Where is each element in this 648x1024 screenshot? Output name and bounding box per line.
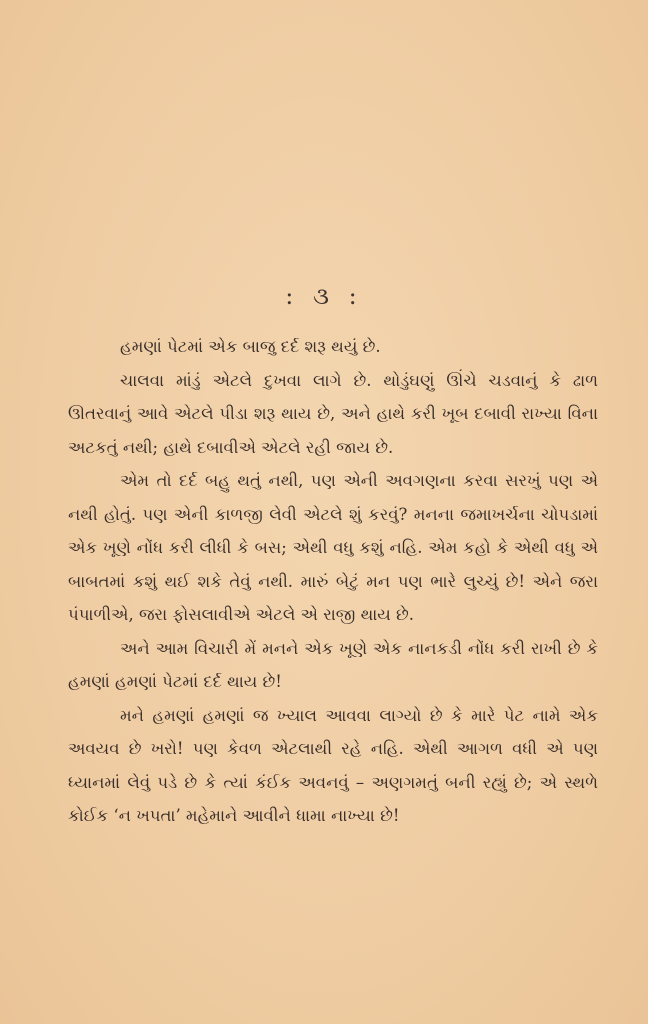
chapter-body — [68, 330, 598, 833]
paragraph-1: હમણાં પેટમાં એક બાજુ દર્દ શરૂ થયું છે. — [120, 337, 381, 356]
chapter-number: : ૩ : — [285, 282, 363, 310]
paragraph-5: મને હમણાં હમણાં જ ખ્યાલ આવવા લાગ્યો છે કે મારે પેટ નામે એક અવયવ છે ખરો! પણ કેવળ એટલાથી રહે નહિ. એથી આગળ વધી એ પણ ધ્યાનમાં લેવું પડે છે કે ત્યાં કંઈક અવનવું – અણગમતું બની રહ્યું છે; એ સ્થળે કોઈક ‘ન ખપતા’ મહેમાને આવીને ધામા નાખ્યા છે! — [68, 705, 598, 825]
paragraph-2: ચાલવા માંડું એટલે દુખવા લાગે છે. થોડુંઘણું ઊંચે ચડવાનું કે ઢાળ ઊતરવાનું આવે એટલે પીડા શરૂ થાય છે, અને હાથે કરી ખૂબ દબાવી રાખ્યા વિના અટકતું નથી; હાથે દબાવીએ એટલે રહી જાય છે. — [68, 370, 598, 457]
paragraph-4: અને આમ વિચારી મેં મનને એક ખૂણે એક નાનકડી નોંધ કરી રાખી છે કે હમણાં હમણાં પેટમાં દર્દ થાય છે! — [68, 638, 598, 691]
paragraph-3: એમ તો દર્દ બહુ થતું નથી, પણ એની અવગણના કરવા સરખું પણ એ નથી હોતું. પણ એની કાળજી લેવી એટલે શું કરવું? મનના જમાખર્ચના ચોપડામાં એક ખૂણે નોંધ કરી લીધી કે બસ; એથી વધુ કશું નહિ. એમ કહો કે એથી વધુ એ બાબતમાં કશું થઈ શકે તેવું નથી. મારું બેટું મન પણ ભારે લુચ્ચું છે! એને જરા પંપાળીએ, જરા ફોસલાવીએ એટલે એ રાજી થાય છે. — [68, 471, 598, 624]
